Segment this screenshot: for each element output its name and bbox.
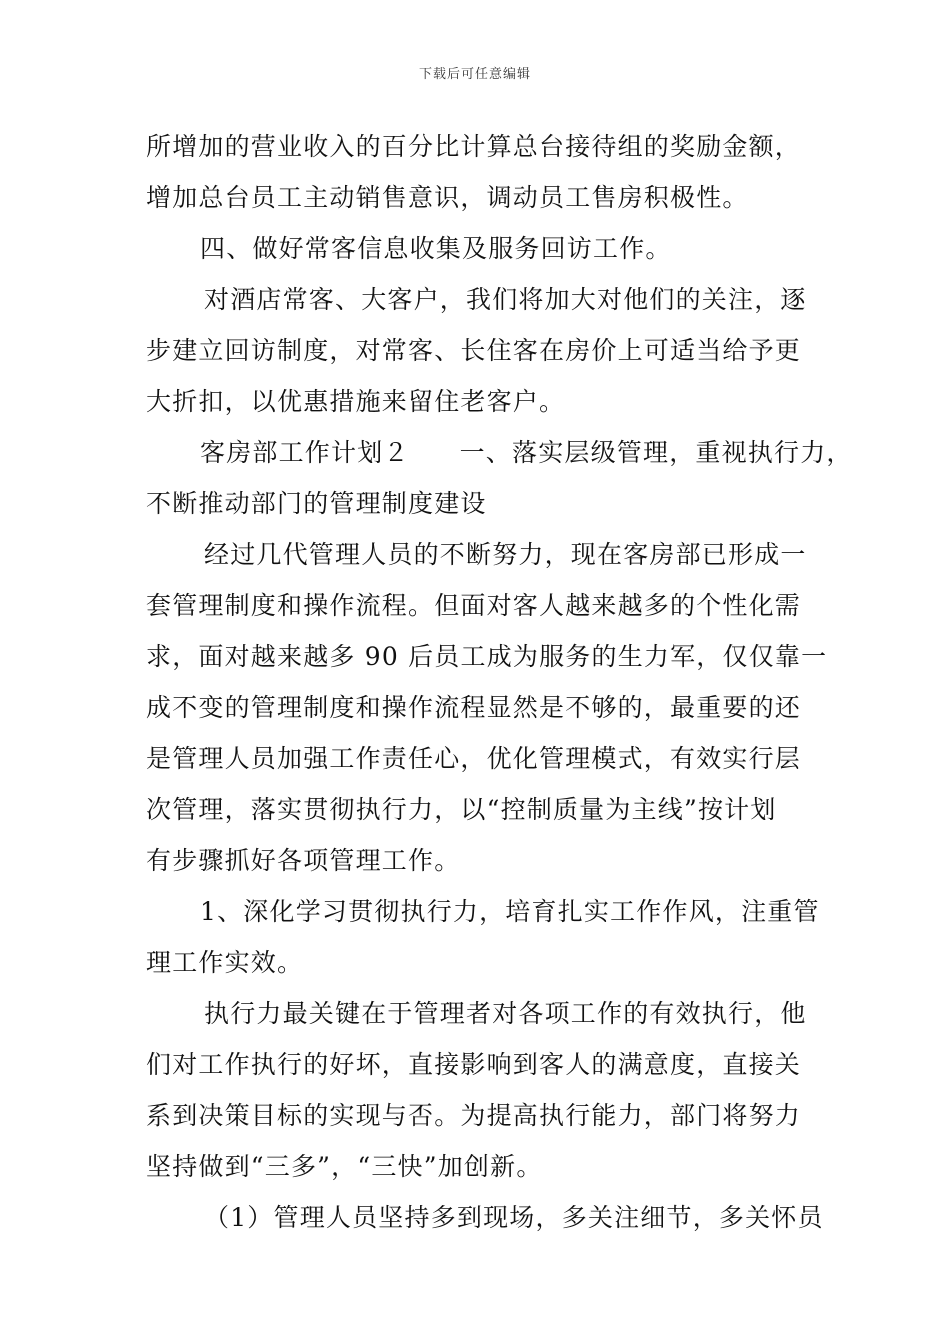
plan-title-line [146, 427, 853, 478]
text-line: 对酒店常客、大客户，我们将加大对他们的关注，逐 [204, 285, 807, 314]
text-line: 增加总台员工主动销售意识，调动员工售房积极性。 [146, 183, 749, 212]
page-header-note: 下载后可任意编辑 [418, 67, 531, 82]
text-line: 坚持做到“三多”，“三快”加创新。 [146, 1152, 543, 1181]
text-line: 不断推动部门的管理制度建设 [146, 489, 487, 518]
text-line: 所增加的营业收入的百分比计算总台接待组的奖励金额， [146, 132, 802, 161]
text-line: 次管理，落实贯彻执行力，以“控制质量为主线”按计划 [146, 795, 777, 824]
text-line: 是管理人员加强工作责任心，优化管理模式，有效实行层 [146, 744, 802, 773]
text-line: 求，面对越来越多 90 后员工成为服务的生力军，仅仅靠一 [146, 642, 828, 671]
section-heading: 一、落实层级管理，重视执行力， [459, 438, 853, 467]
text-line: （1）管理人员坚持多到现场，多关注细节，多关怀员 [204, 1203, 824, 1232]
text-line: 执行力最关键在于管理者对各项工作的有效执行，他 [204, 999, 807, 1028]
text-line: 步建立回访制度，对常客、长住客在房价上可适当给予更 [146, 336, 802, 365]
text-line: 理工作实效。 [146, 948, 304, 977]
document-body [146, 121, 853, 1243]
section-heading: 四、做好常客信息收集及服务回访工作。 [200, 234, 672, 263]
text-line: 套管理制度和操作流程。但面对客人越来越多的个性化需 [146, 591, 802, 620]
text-line: 系到决策目标的实现与否。为提高执行能力，部门将努力 [146, 1101, 802, 1130]
text-line: 们对工作执行的好坏，直接影响到客人的满意度，直接关 [146, 1050, 802, 1079]
text-line: 成不变的管理制度和操作流程显然是不够的，最重要的还 [146, 693, 802, 722]
text-line: 经过几代管理人员的不断努力，现在客房部已形成一 [204, 540, 807, 569]
plan-title: 客房部工作计划２ [200, 438, 410, 467]
text-line: 大折扣，以优惠措施来留住老客户。 [146, 387, 566, 416]
subsection-heading: 1、深化学习贯彻执行力，培育扎实工作作风，注重管 [200, 897, 820, 926]
text-line: 有步骤抓好各项管理工作。 [146, 846, 461, 875]
